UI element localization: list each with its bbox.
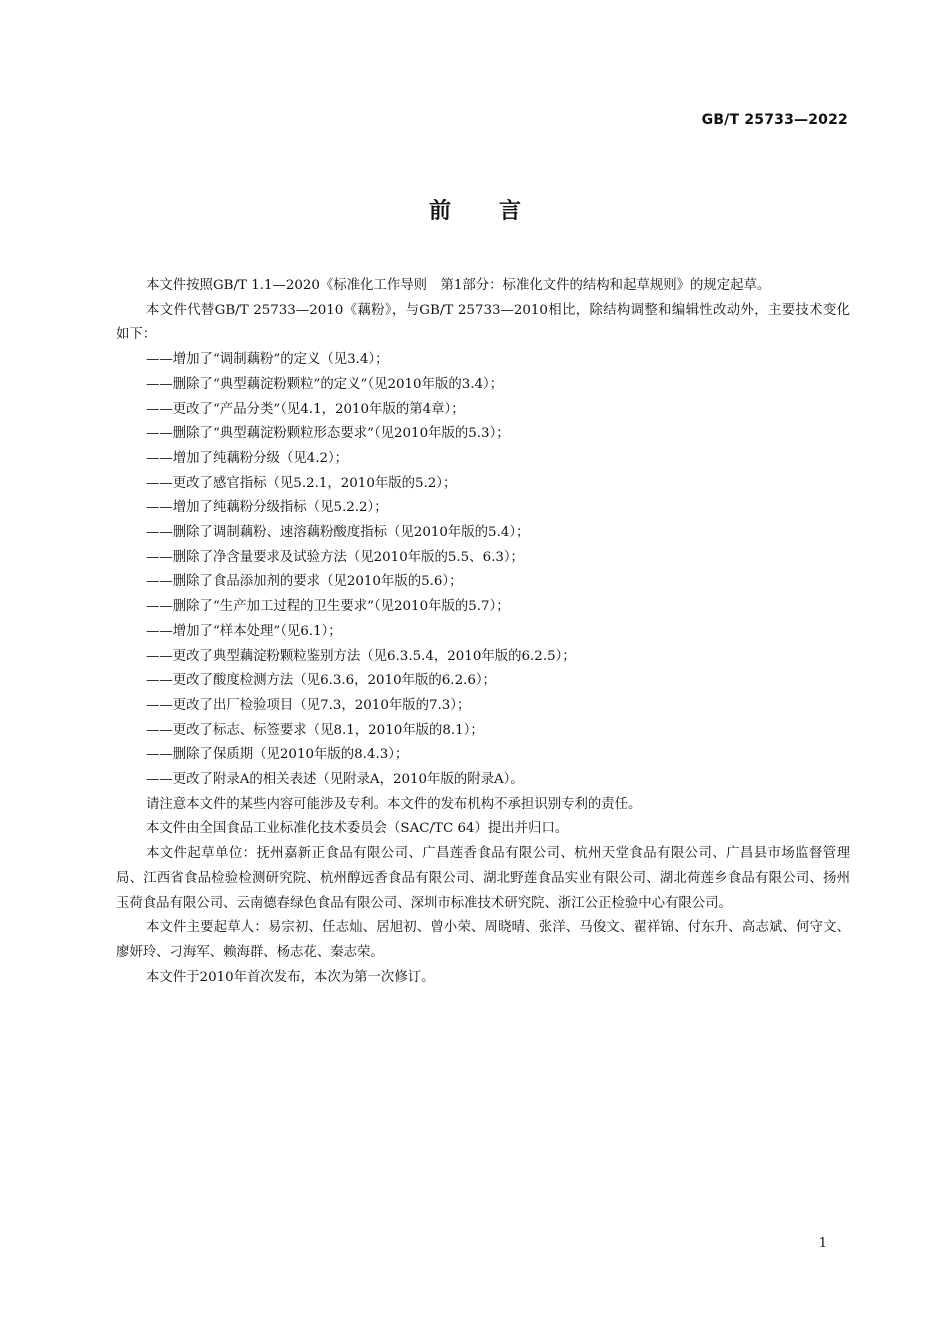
- page-number: 1: [818, 1236, 827, 1251]
- list-item: ——删除了“典型藕淀粉颗粒”的定义”（见2010年版的3.4）；: [146, 376, 504, 392]
- foreword-body: [116, 274, 850, 990]
- list-item: ——更改了附录A的相关表述（见附录A，2010年版的附录A）。: [146, 772, 524, 788]
- paragraph-drafting-rules: 本文件按照GB/T 1.1—2020《标准化工作导则 第1部分：标准化文件的结构和起草规则》的规定起草。: [146, 278, 771, 293]
- paragraph-drafting-units: 本文件起草单位：抚州嘉新正食品有限公司、广昌莲香食品有限公司、杭州天堂食品有限公司、广昌县市场监督管理局、江西省食品检验检测研究院、杭州醇远香食品有限公司、湖北野莲食品实业有限公司、湖北荷莲乡食品有限公司、扬州玉荷食品有限公司、云南德春绿色食品有限公司、深圳市标准技术研究院、浙江公正检验中心有限公司。: [116, 846, 850, 911]
- list-item: ——更改了酸度检测方法（见6.3.6，2010年版的6.2.6）；: [146, 673, 496, 689]
- page-title: 前言: [428, 199, 569, 224]
- list-item: ——删除了食品添加剂的要求（见2010年版的5.6）；: [146, 574, 463, 590]
- list-item: ——删除了“典型藕淀粉颗粒形态要求”（见2010年版的5.3）；: [146, 426, 510, 442]
- paragraph-replacement: 本文件代替GB/T 25733—2010《藕粉》，与GB/T 25733—2010相比，除结构调整和编辑性改动外，主要技术变化如下：: [116, 302, 850, 343]
- list-item: ——增加了“样本处理”（见6.1）；: [146, 623, 342, 639]
- paragraph-patent-notice: 请注意本文件的某些内容可能涉及专利。本文件的发布机构不承担识别专利的责任。: [146, 796, 642, 812]
- paragraph-drafters: 本文件主要起草人：易宗初、任志灿、居旭初、曾小荣、周晓晴、张洋、马俊文、翟祥锦、付东升、高志斌、何守文、廖妍玲、刁海军、赖海群、杨志花、秦志荣。: [116, 920, 850, 960]
- list-item: ——增加了纯藕粉分级指标（见5.2.2）；: [146, 500, 388, 516]
- list-item: ——增加了“调制藕粉”的定义（见3.4）；: [146, 352, 389, 368]
- list-item: ——删除了“生产加工过程的卫生要求”（见2010年版的5.7）；: [146, 599, 510, 615]
- paragraph-history: 本文件于2010年首次发布，本次为第一次修订。: [146, 969, 435, 985]
- list-item: ——删除了调制藕粉、速溶藕粉酸度指标（见2010年版的5.4）；: [146, 525, 530, 541]
- list-item: ——更改了典型藕淀粉颗粒鉴别方法（见6.3.5.4，2010年版的6.2.5）；: [146, 648, 576, 664]
- changes-list: [116, 348, 850, 793]
- list-item: ——更改了出厂检验项目（见7.3，2010年版的7.3）；: [146, 697, 471, 713]
- list-item: ——更改了“产品分类”（见4.1，2010年版的第4章）；: [146, 401, 465, 417]
- document-code: GB/T 25733—2022: [701, 112, 848, 128]
- list-item: ——删除了保质期（见2010年版的8.4.3）；: [146, 747, 409, 763]
- paragraph-committee: 本文件由全国食品工业标准化技术委员会（SAC/TC 64）提出并归口。: [146, 821, 569, 837]
- list-item: ——删除了净含量要求及试验方法（见2010年版的5.5、6.3）；: [146, 549, 524, 565]
- list-item: ——更改了感官指标（见5.2.1，2010年版的5.2）；: [146, 475, 457, 491]
- list-item: ——更改了标志、标签要求（见8.1，2010年版的8.1）；: [146, 722, 484, 738]
- list-item: ——增加了纯藕粉分级（见4.2）；: [146, 450, 349, 466]
